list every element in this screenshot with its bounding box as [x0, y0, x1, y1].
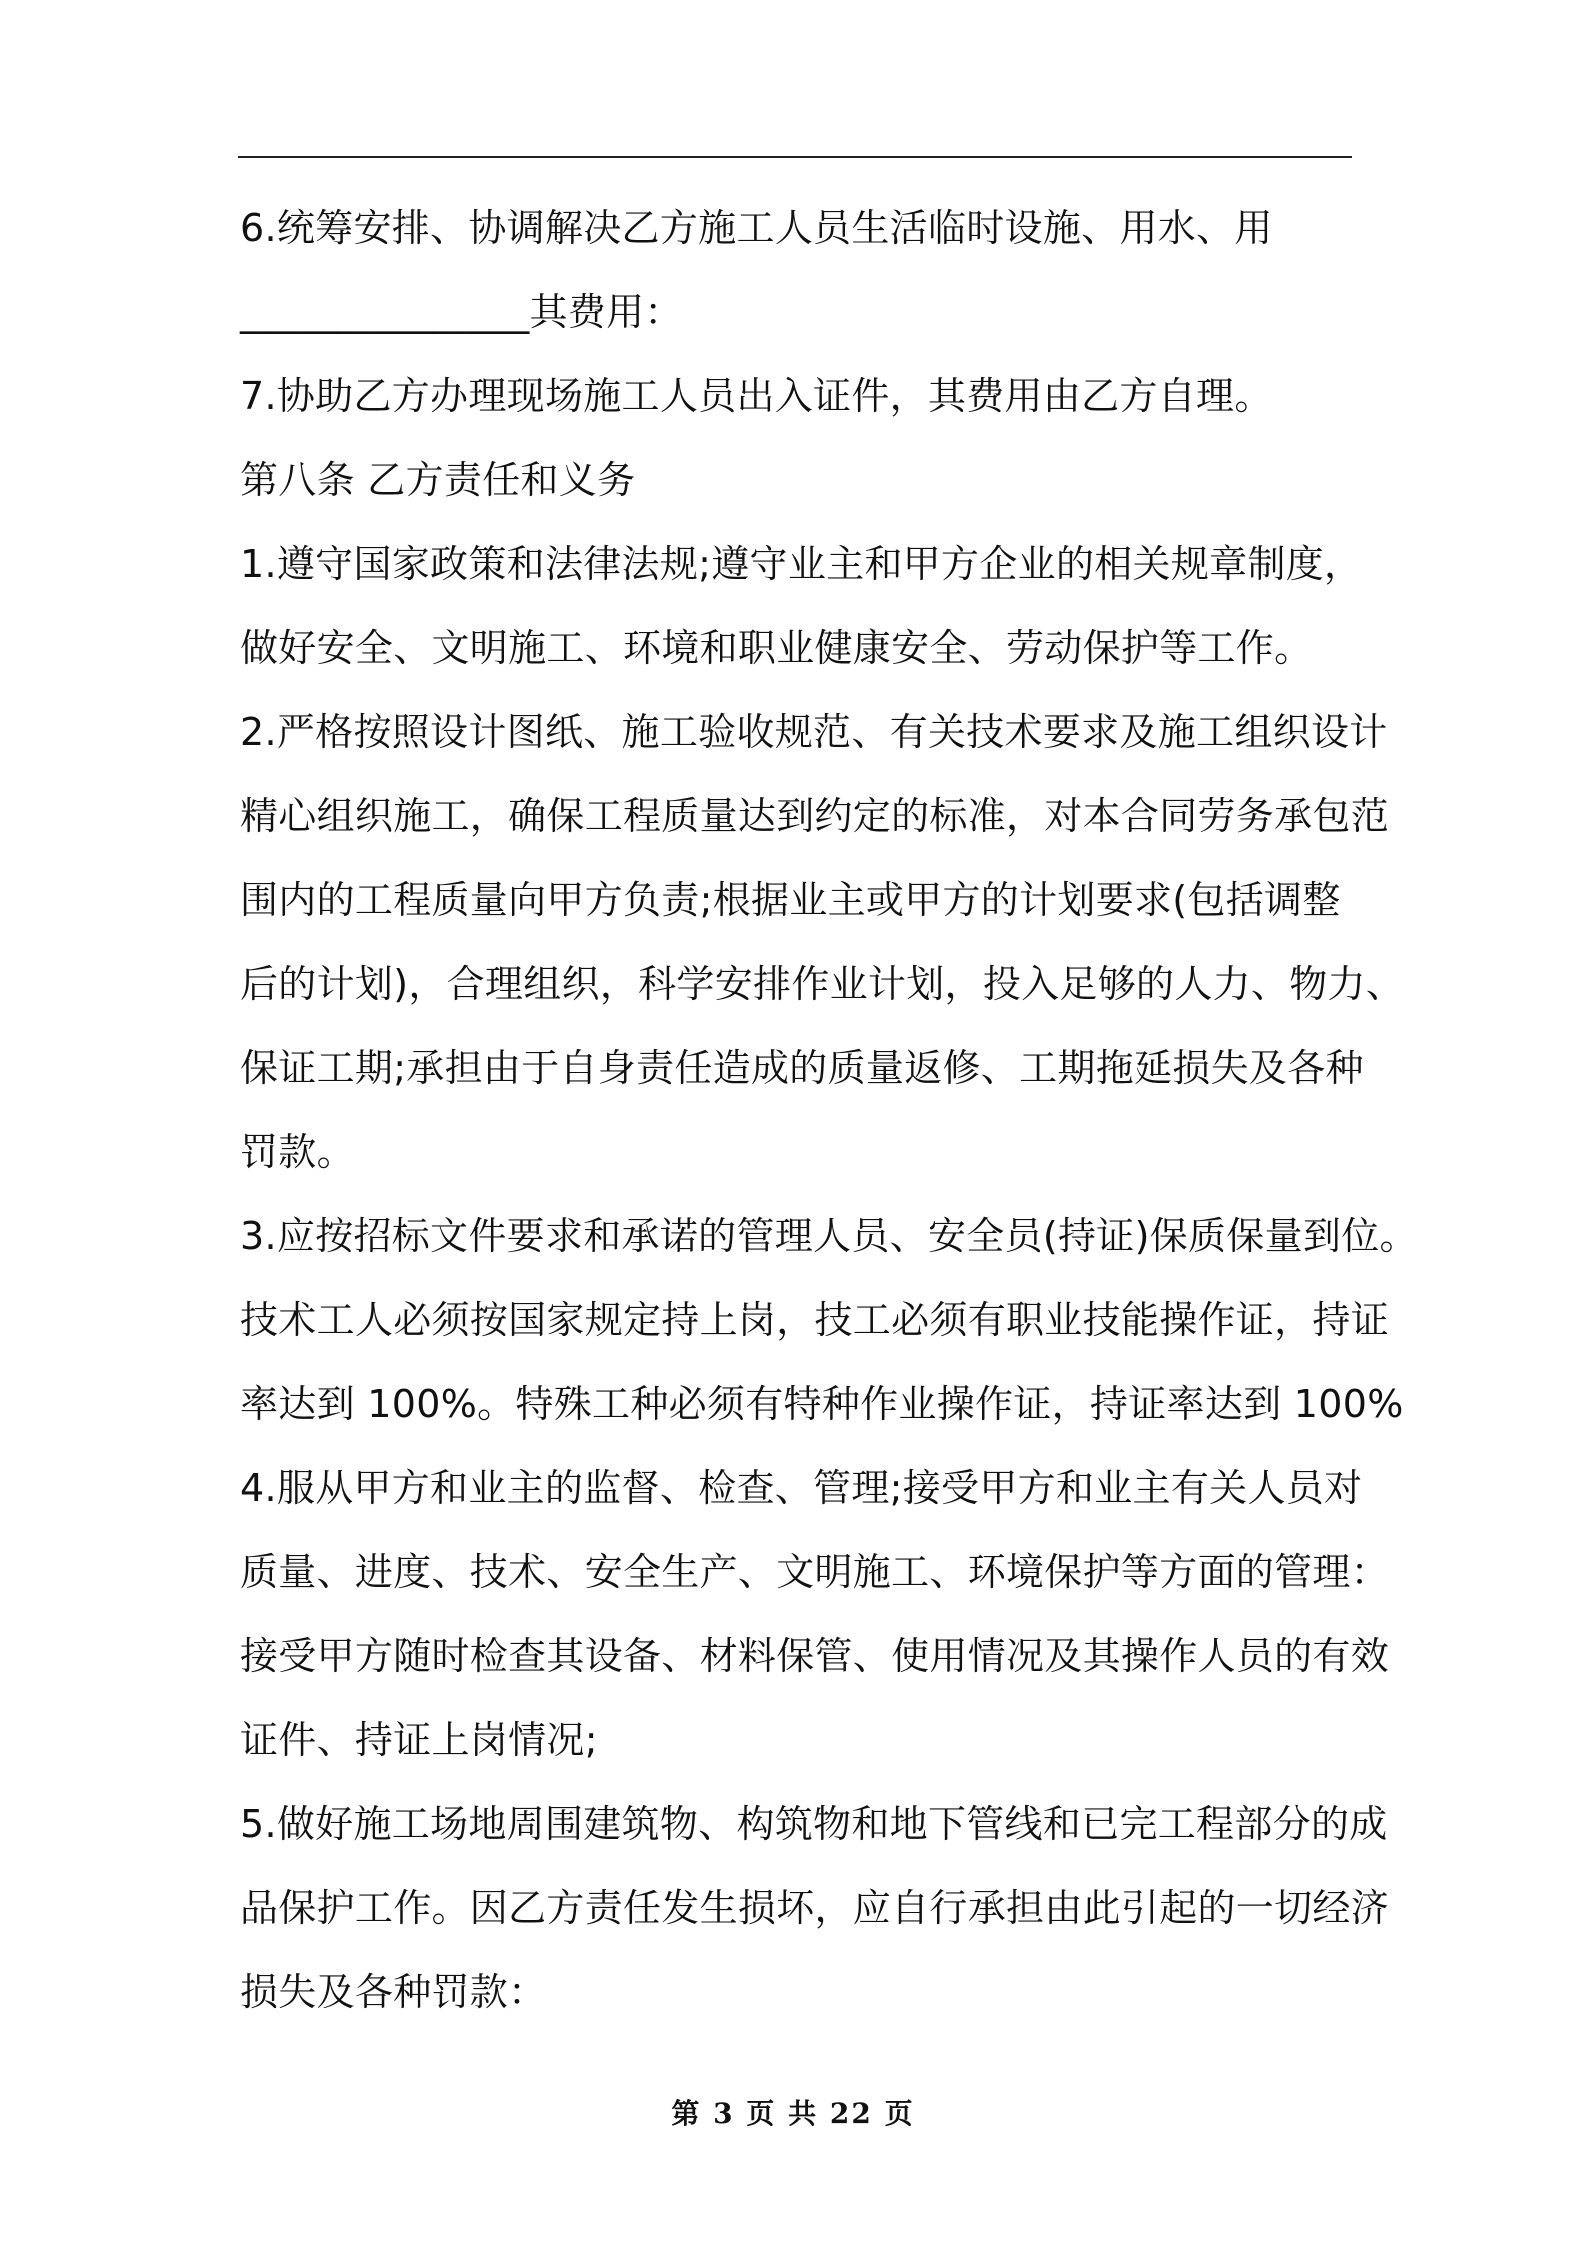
text-line: 品保护工作。因乙方责任发生损坏，应自行承担由此引起的一切经济: [240, 1886, 1390, 1930]
text-line: 3.应按招标文件要求和承诺的管理人员、安全员(持证)保质保量到位。: [240, 1214, 1418, 1258]
text-line: 围内的工程质量向甲方负责;根据业主或甲方的计划要求(包括调整: [240, 878, 1341, 922]
text-line: 做好安全、文明施工、环境和职业健康安全、劳动保护等工作。: [240, 626, 1313, 670]
text-line: 保证工期;承担由于自身责任造成的质量返修、工期拖延损失及各种: [240, 1046, 1364, 1090]
text-line: 率达到 100%。特殊工种必须有特种作业操作证，持证率达到 100%: [240, 1382, 1404, 1426]
text-line: 质量、进度、技术、安全生产、文明施工、环境保护等方面的管理：: [240, 1550, 1390, 1594]
text-line: 4.服从甲方和业主的监督、检查、管理;接受甲方和业主有关人员对: [240, 1466, 1363, 1510]
text-line: 技术工人必须按国家规定持上岗，技工必须有职业技能操作证，持证: [240, 1298, 1390, 1342]
text-line: 证件、持证上岗情况;: [240, 1718, 598, 1762]
text-line: 精心组织施工，确保工程质量达到约定的标准，对本合同劳务承包范: [240, 794, 1390, 838]
page-number-footer: 第 3 页 共 22 页: [671, 2097, 915, 2130]
text-line: _______________其费用：: [240, 290, 683, 334]
text-line: 1.遵守国家政策和法律法规;遵守业主和甲方企业的相关规章制度，: [240, 542, 1363, 586]
text-line: 接受甲方随时检查其设备、材料保管、使用情况及其操作人员的有效: [240, 1634, 1390, 1678]
text-line: 7.协助乙方办理现场施工人员出入证件，其费用由乙方自理。: [240, 374, 1273, 418]
text-line: 罚款。: [240, 1130, 355, 1174]
header-rule: [238, 156, 1352, 158]
text-line: 6.统筹安排、协调解决乙方施工人员生活临时设施、用水、用: [240, 206, 1273, 250]
text-line: 损失及各种罚款：: [240, 1970, 547, 2014]
section-heading: 第八条 乙方责任和义务: [240, 458, 636, 502]
text-line: 5.做好施工场地周围建筑物、构筑物和地下管线和已完工程部分的成: [240, 1802, 1388, 1846]
text-line: 2.严格按照设计图纸、施工验收规范、有关技术要求及施工组织设计: [240, 710, 1388, 754]
text-line: 后的计划)，合理组织，科学安排作业计划，投入足够的人力、物力、: [240, 962, 1405, 1006]
document-body: [240, 186, 1418, 2034]
